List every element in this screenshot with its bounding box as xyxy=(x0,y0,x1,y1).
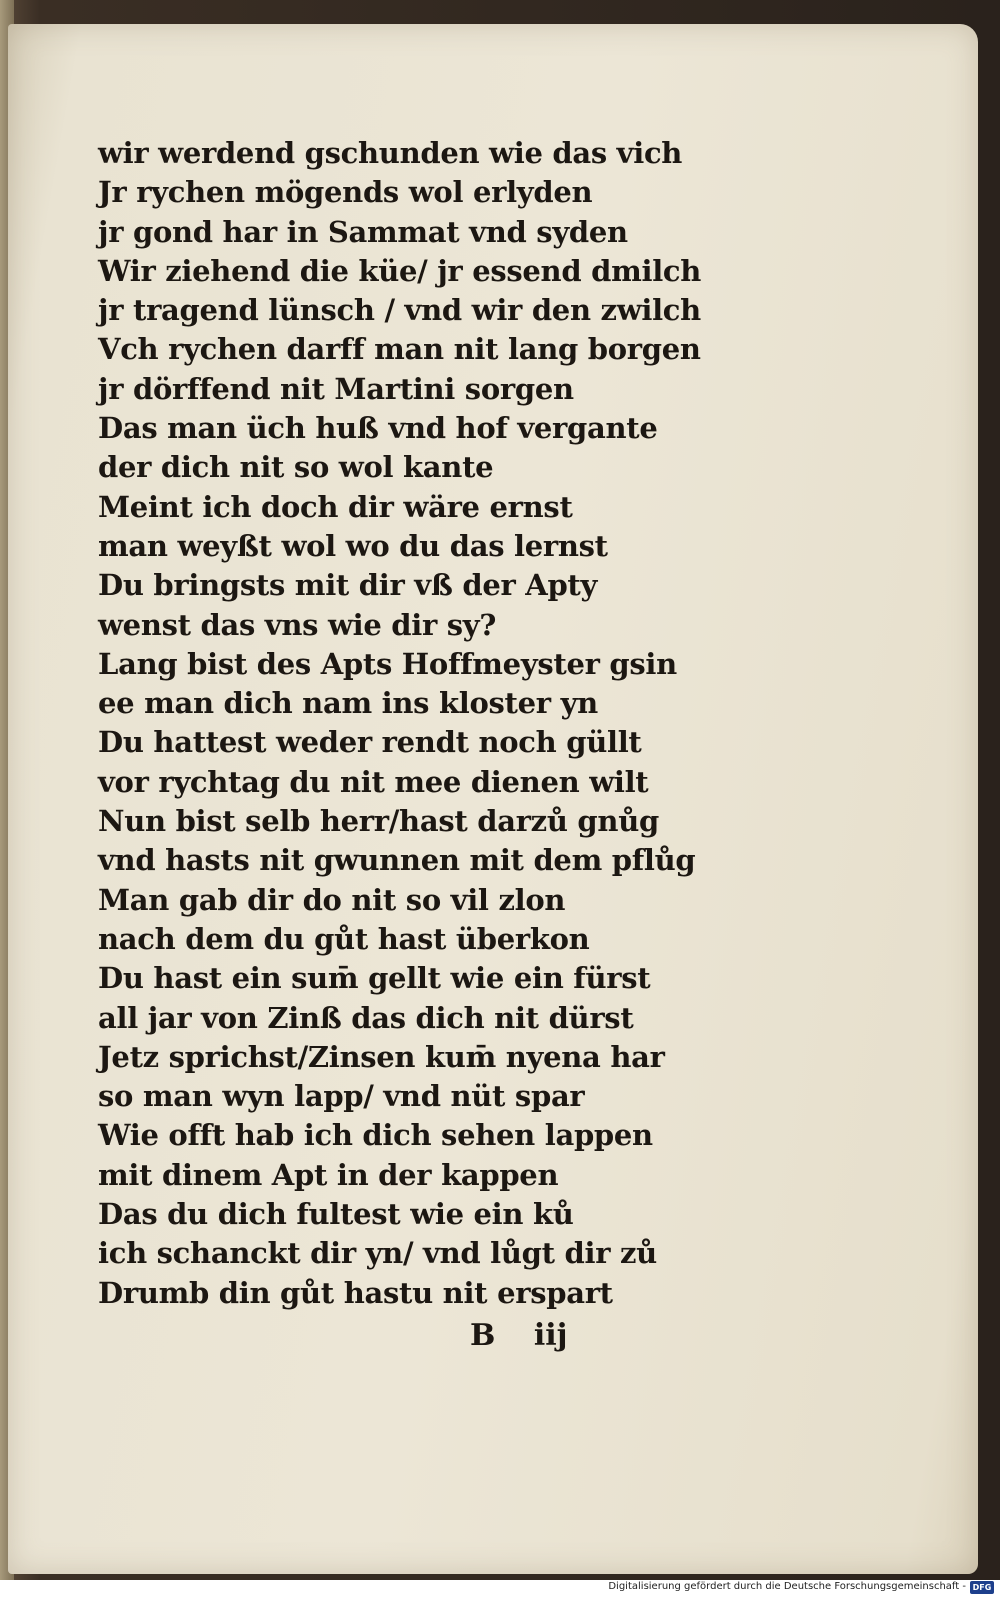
verse-line: Drumb din gůt hastu nit erspart xyxy=(98,1275,613,1310)
verse-line: Meint ich doch dir wäre ernst xyxy=(98,489,573,524)
verse-line: jr dörffend nit Martini sorgen xyxy=(98,371,574,406)
verse-line: Wir ziehend die küe/ jr essend dmilch xyxy=(98,253,702,288)
verse-line: jr tragend lünsch / vnd wir den zwilch xyxy=(98,293,701,328)
verse-line: der dich nit so wol kante xyxy=(98,450,494,485)
verse-line: Das man üch huß vnd hof vergante xyxy=(98,411,658,446)
verse-text-block xyxy=(98,134,738,1313)
verse-line: Du hattest weder rendt noch güllt xyxy=(98,725,642,760)
verse-line: vnd hasts nit gwunnen mit dem pflůg xyxy=(98,843,696,878)
verse-line: Das du dich fultest wie ein ků xyxy=(98,1197,574,1232)
verse-line: Nun bist selb herr/hast darzů gnůg xyxy=(98,804,659,839)
verse-line: ee man dich nam ins kloster yn xyxy=(98,686,598,721)
signature-mark xyxy=(470,1318,567,1353)
verse-line: mit dinem Apt in der kappen xyxy=(98,1157,559,1192)
signature-letter: B xyxy=(470,1318,496,1353)
verse-line: Jr rychen mögends wol erlyden xyxy=(98,175,593,210)
verse-line: Du hast ein sum̄ gellt wie ein fürst xyxy=(98,961,651,996)
signature-number: iij xyxy=(533,1318,568,1353)
footer-credit-text: Digitalisierung gefördert durch die Deutsche Forschungsgemeinschaft - xyxy=(608,1581,966,1592)
verse-line: Jetz sprichst/Zinsen kum̄ nyena har xyxy=(98,1039,665,1074)
verse-line: man weyßt wol wo du das lernst xyxy=(98,528,608,563)
dfg-logo-icon: DFG xyxy=(970,1581,994,1594)
verse-line: Man gab dir do nit so vil zlon xyxy=(98,882,566,917)
verse-line: jr gond har in Sammat vnd syden xyxy=(98,214,628,249)
verse-line: wenst das vns wie dir sy? xyxy=(98,607,497,642)
verse-line: ich schanckt dir yn/ vnd lůgt dir zů xyxy=(98,1236,657,1271)
verse-line: nach dem du gůt hast überkon xyxy=(98,921,590,956)
verse-line: all jar von Zinß das dich nit dürst xyxy=(98,1000,634,1035)
verse-line: Wie offt hab ich dich sehen lappen xyxy=(98,1118,653,1153)
verse-line: so man wyn lapp/ vnd nüt spar xyxy=(98,1079,585,1114)
verse-line: Vch rychen darff man nit lang borgen xyxy=(98,332,701,367)
verse-line: vor rychtag du nit mee dienen wilt xyxy=(98,764,649,799)
verse-line: Du bringsts mit dir vß der Apty xyxy=(98,568,598,603)
verse-line: Lang bist des Apts Hoffmeyster gsin xyxy=(98,646,677,681)
verse-line: wir werdend gschunden wie das vich xyxy=(98,136,683,170)
